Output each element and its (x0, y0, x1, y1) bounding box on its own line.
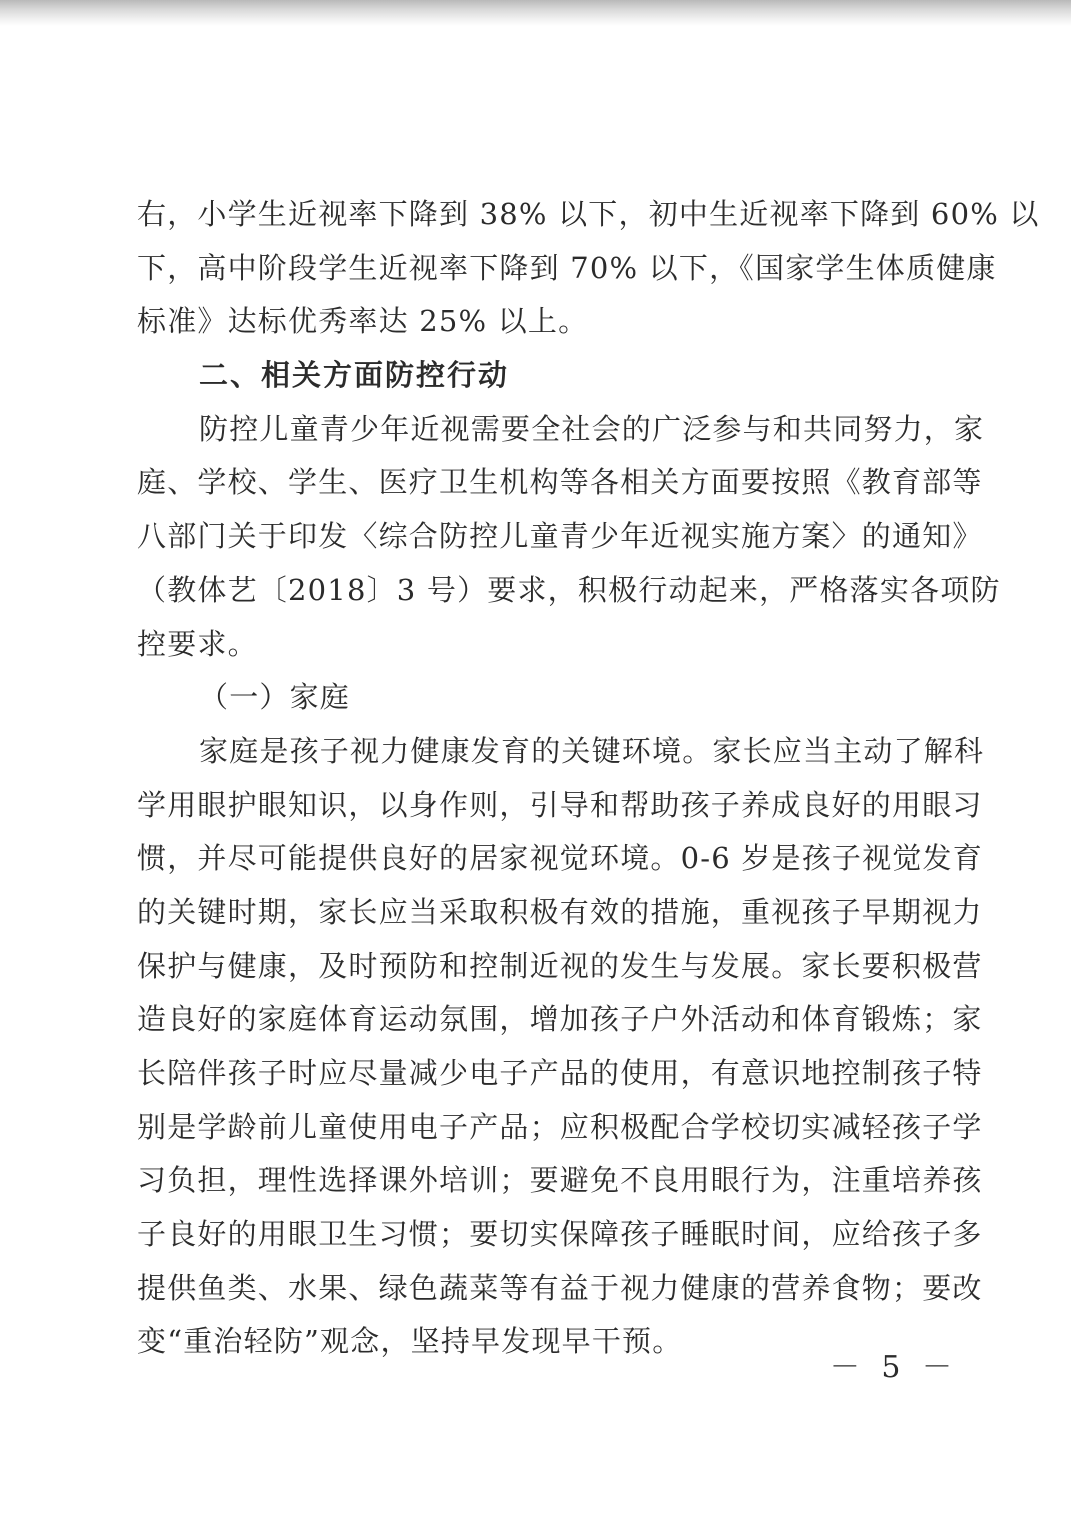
text-line: 控要求。 (137, 626, 258, 661)
text-line: 习负担，理性选择课外培训；要避免不良用眼行为，注重培养孩 (137, 1163, 983, 1198)
text-line: 惯，并尽可能提供良好的居家视觉环境。0-6 岁是孩子视觉发育 (137, 841, 983, 876)
page-number: － 5 － (829, 1350, 958, 1385)
section-heading: 二、相关方面防控行动 (199, 358, 510, 393)
paragraph-related-actions (137, 403, 1001, 671)
text-line: 下，高中阶段学生近视率下降到 70% 以下，《国家学生体质健康 (137, 250, 997, 285)
text-line: 防控儿童青少年近视需要全社会的广泛参与和共同努力，家 (199, 411, 985, 446)
text-line: 别是学龄前儿童使用电子产品；应积极配合学校切实减轻孩子学 (137, 1109, 983, 1144)
subsection-heading: （一）家庭 (199, 680, 351, 715)
text-line: 造良好的家庭体育运动氛围，增加孩子户外活动和体育锻炼；家 (137, 1002, 983, 1037)
text-line: （教体艺〔2018〕3 号）要求，积极行动起来，严格落实各项防 (137, 572, 1001, 607)
text-line: 的关键时期，家长应当采取积极有效的措施，重视孩子早期视力 (137, 894, 983, 929)
text-line: 庭、学校、学生、医疗卫生机构等各相关方面要按照《教育部等 (137, 465, 983, 500)
text-line: 右，小学生近视率下降到 38% 以下，初中生近视率下降到 60% 以 (137, 197, 1040, 231)
text-line: 提供鱼类、水果、绿色蔬菜等有益于视力健康的营养食物；要改 (137, 1270, 983, 1305)
paragraph-family (137, 725, 985, 1369)
text-line: 家庭是孩子视力健康发育的关键环境。家长应当主动了解科 (199, 733, 985, 768)
text-line: 保护与健康，及时预防和控制近视的发生与发展。家长要积极营 (137, 948, 983, 983)
text-line: 长陪伴孩子时应尽量减少电子产品的使用，有意识地控制孩子特 (137, 1056, 983, 1090)
document-body (137, 188, 1040, 1369)
text-line: 变“重治轻防”观念，坚持早发现早干预。 (137, 1324, 683, 1359)
text-line: 八部门关于印发〈综合防控儿童青少年近视实施方案〉的通知》 (137, 519, 983, 554)
paragraph-continuation (137, 188, 1040, 349)
text-line: 学用眼护眼知识，以身作则，引导和帮助孩子养成良好的用眼习 (137, 787, 983, 822)
text-line: 标准》达标优秀率达 25% 以上。 (137, 304, 589, 339)
scan-top-edge-shadow (0, 0, 1071, 26)
text-line: 子良好的用眼卫生习惯；要切实保障孩子睡眠时间，应给孩子多 (137, 1217, 983, 1252)
